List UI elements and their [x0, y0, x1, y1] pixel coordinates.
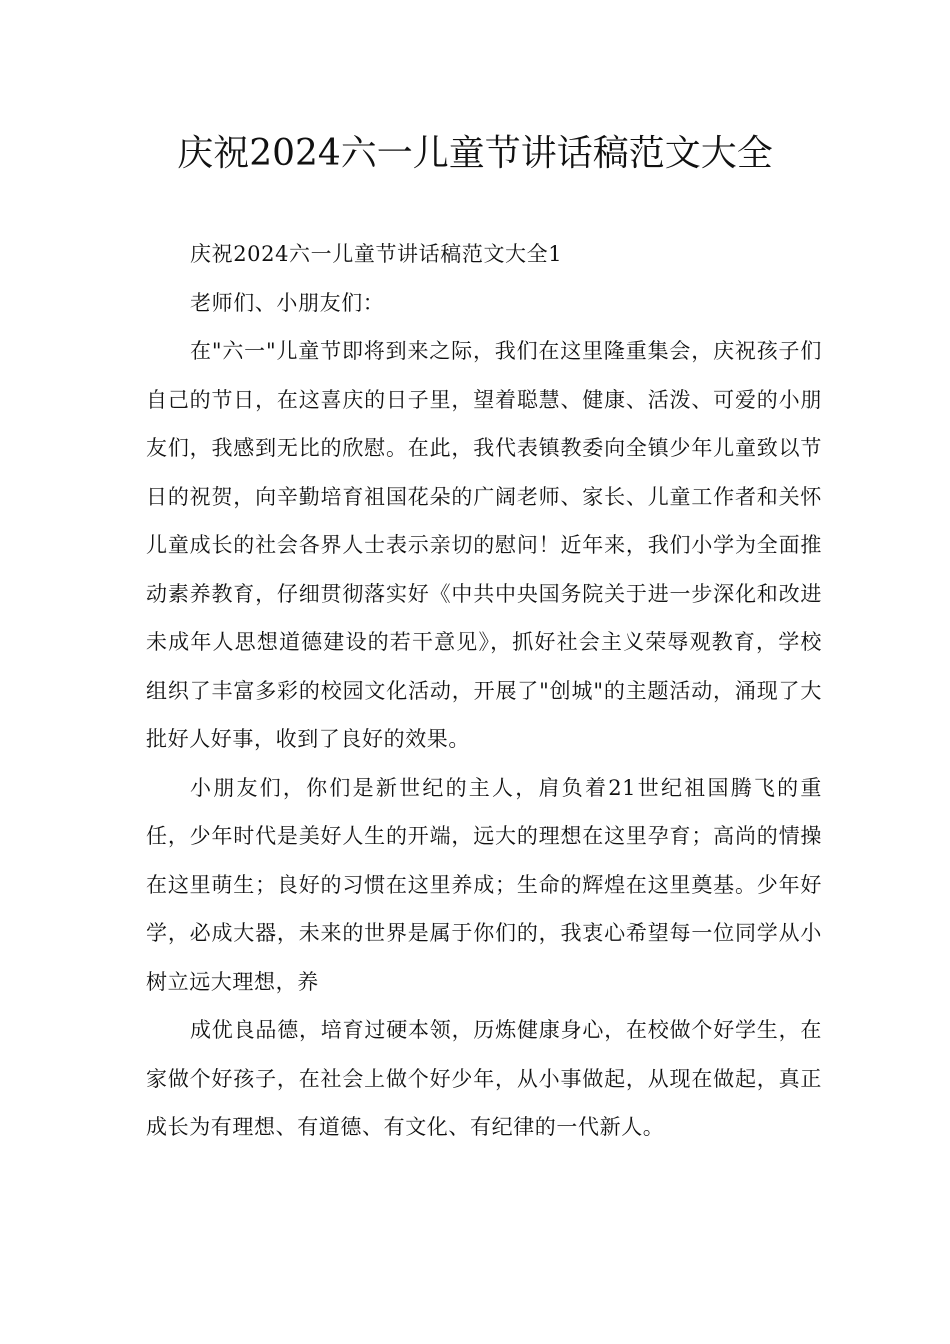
document-title: 庆祝2024六一儿童节讲话稿范文大全 [177, 133, 773, 174]
body-paragraph: 成优良品德，培育过硬本领，历炼健康身心，在校做个好学生，在家做个好孩子，在社会上做个好少年，从小事做起，从现在做起，真正成长为有理想、有道德、有文化、有纪律的一代新人。 [146, 1018, 822, 1139]
document-body [146, 230, 822, 1152]
salutation: 老师们、小朋友们： [190, 290, 385, 315]
body-paragraph: 在"六一"儿童节即将到来之际，我们在这里隆重集会，庆祝孩子们自己的节日，在这喜庆的日子里，望着聪慧、健康、活泼、可爱的小朋友们，我感到无比的欣慰。在此，我代表镇教委向全镇少年儿童致以节日的祝贺，向辛勤培育祖国花朵的广阔老师、家长、儿童工作者和关怀儿童成长的社会各界人士表示亲切的慰问！近年来，我们小学为全面推动素养教育，仔细贯彻落实好《中共中央国务院关于进一步深化和改进未成年人思想道德建设的若干意见》，抓好社会主义荣辱观教育，学校组织了丰富多彩的校园文化活动，开展了"创城"的主题活动，涌现了大批好人好事，收到了良好的效果。 [146, 339, 822, 751]
section-heading: 庆祝2024六一儿童节讲话稿范文大全1 [190, 242, 563, 266]
body-paragraph: 小朋友们，你们是新世纪的主人，肩负着21世纪祖国腾飞的重任，少年时代是美好人生的开端，远大的理想在这里孕育；高尚的情操在这里萌生；良好的习惯在这里养成；生命的辉煌在这里奠基。少年好学，必成大器，未来的世界是属于你们的，我衷心希望每一位同学从小树立远大理想，养 [146, 775, 822, 994]
